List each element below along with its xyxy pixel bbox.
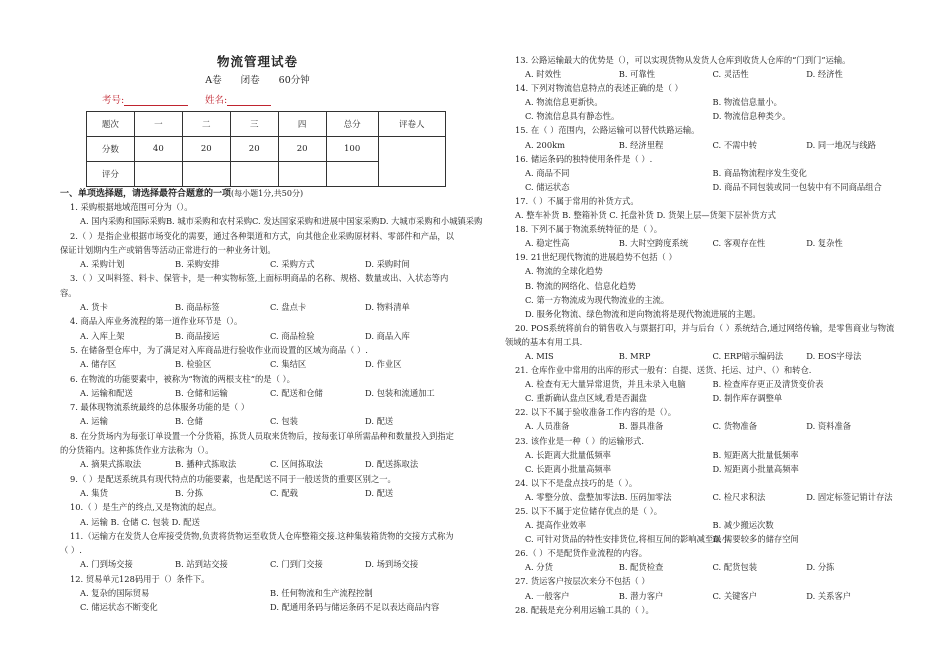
- answer-options: [60, 414, 460, 428]
- answer-option: C. 包装: [270, 416, 298, 427]
- answer-option: A. 复杂的国际贸易: [80, 588, 150, 599]
- question-text: 22. 以下不属于验收准备工作内容的是（）。: [515, 407, 677, 418]
- answer-option: A. 分货: [525, 562, 553, 573]
- name-label: 姓名:: [205, 92, 271, 106]
- question-text: 28. 配载是充分利用运输工具的（ ）。: [515, 604, 654, 615]
- answer-option: B. 站到站交接: [175, 559, 228, 570]
- table-cell: 题次: [87, 112, 135, 137]
- answer-option: C. 门到门交接: [270, 559, 323, 570]
- answer-option: B. 分拣: [175, 487, 203, 498]
- answer-option: A. 门到场交接: [80, 559, 133, 570]
- answer-options: [505, 462, 900, 476]
- answer-option: B. MRP: [618, 350, 651, 361]
- question-text: 24. 以下不是盘点技巧的是（ ）。: [515, 477, 638, 488]
- answer-options: [60, 600, 460, 614]
- answer-option: D. 包装和流通加工: [365, 387, 435, 398]
- question-text: 13. 公路运输最大的优势是（），可以实现货物从发货人仓库到收货人仓库的“门到门”运输。: [515, 55, 851, 65]
- answer-option: D. 同一地况与线路: [806, 139, 876, 150]
- answer-option: D. 需要较多的储存空间: [712, 534, 799, 545]
- answer-option: C. 商品检验: [270, 330, 315, 341]
- exam-duration: 60分钟: [278, 75, 310, 86]
- answer-option: A. 零整分放、盘整加零法: [525, 491, 620, 502]
- table-cell: 评分: [87, 162, 135, 187]
- answer-option: B. 物流的网络化、信息化趋势: [525, 280, 636, 291]
- answer-options: [505, 560, 900, 574]
- question-text: 15. 在（ ）范围内，公路运输可以替代铁路运输。: [515, 125, 700, 136]
- answer-option: C. 区间拣取法: [270, 459, 323, 470]
- answer-option: D. 经济性: [806, 69, 843, 80]
- answer-options: [60, 329, 460, 343]
- answer-option: D. 商品不同包装或同一包装中有不同商品组合: [712, 181, 882, 192]
- score-table-header-row: [87, 112, 446, 137]
- answer-option: A. 物流的全球化趋势: [525, 266, 603, 277]
- question-text: 7. 最体现物流系统最终的总体服务功能的是（ ）: [70, 402, 250, 413]
- answer-options: [60, 357, 460, 371]
- table-cell: 总分: [326, 112, 378, 137]
- question-text: 16. 储运条码的独特使用条件是（ ）.: [515, 153, 653, 164]
- exam-mode: 闭卷: [240, 75, 260, 86]
- answer-option: D. 大城市采购和小城镇采购: [379, 216, 483, 227]
- answer-option: B. 仓储: [175, 416, 203, 427]
- question-text: 21. 仓库作业中常用的出库的形式一般有：自提、送货、托运、过户、（）和转仓.: [515, 365, 812, 376]
- answer-options: [505, 166, 900, 180]
- answer-option: D. 固定标签记销计存法: [806, 491, 893, 502]
- answer-option: B. 采购安排: [175, 259, 220, 270]
- exam-number-label: 考号:: [102, 92, 188, 106]
- answer-option: B. 城市采购和农村采购: [165, 216, 252, 227]
- answer-options: [60, 386, 460, 400]
- answer-option: D. 配送: [365, 416, 394, 427]
- answer-option: C. 储运状态不断变化: [80, 602, 158, 613]
- question-text: 12. 贸易单元128码用于（）条件下。: [70, 573, 210, 584]
- answer-option: D. 短距离小批量高频率: [712, 463, 799, 474]
- answer-option: B. 经济里程: [618, 139, 664, 150]
- question-text: A. 整车补货 B. 整箱补货 C. 托盘补货 D. 货架上层—货架下层补货方式: [515, 210, 776, 221]
- answer-option: B. 商品标签: [175, 302, 220, 313]
- answer-option: A. 人员准备: [525, 421, 570, 432]
- table-cell: 100: [326, 137, 378, 162]
- answer-options: [505, 419, 900, 433]
- question-text: 17.（ ）不属于常用的补货方式。: [515, 195, 639, 206]
- question-text: 1. 采购根据地域范围可分为（）。: [70, 202, 193, 212]
- answer-option: A. 运输和配送: [80, 387, 133, 398]
- answer-option: A. 货卡: [80, 302, 108, 313]
- answer-options: [505, 448, 900, 462]
- answer-option: B. 检验区: [175, 359, 212, 370]
- answer-option: A. 商品不同: [525, 167, 570, 178]
- answer-option: A. 物流信息更新快。: [525, 97, 603, 108]
- answer-option: B. 播种式拣取法: [175, 459, 237, 470]
- answer-options: [60, 214, 483, 228]
- answer-options: [505, 67, 900, 81]
- answer-options: [60, 457, 460, 471]
- question-text: 3.（ ）又叫料签、料卡、保管卡，是一种实物标签,上面标明商品的名称、规格、数量或出、入状态等内容。: [60, 273, 449, 298]
- answer-option: D. 物料清单: [365, 302, 410, 313]
- answer-option: C. 长距离小批量高频率: [525, 463, 611, 474]
- answer-option: C. 检尺求积法: [712, 491, 766, 502]
- score-table-points-row: [87, 137, 446, 162]
- answer-options: [505, 264, 900, 278]
- question-text: 20. POS系统将前台的销售收入与票据打印，并与后台（ ）系统结合,通过网络传输，是零售商业与物流领域的基本有用工具.: [505, 322, 895, 347]
- table-cell: 三: [230, 112, 278, 137]
- answer-option: B. 配货检查: [618, 562, 664, 573]
- answer-option: C. 关键客户: [712, 590, 758, 601]
- answer-option: D. EOS字母法: [806, 350, 862, 361]
- table-cell: 20: [230, 137, 278, 162]
- answer-option: C. 盘点卡: [270, 302, 307, 313]
- answer-option: D. 商品入库: [365, 330, 410, 341]
- answer-option: C. 客观存在性: [712, 238, 766, 249]
- answer-option: C. 集结区: [270, 359, 307, 370]
- answer-option: A. 稳定性高: [525, 238, 570, 249]
- answer-options: [505, 138, 900, 152]
- answer-options: [505, 490, 900, 504]
- answer-option: A. 采购计划: [80, 259, 125, 270]
- answer-options: [60, 586, 460, 600]
- answer-option: B. 商品物流程序发生变化: [712, 167, 807, 178]
- question-text: 2.（ ）是指企业根据市场变化的需要，通过各种渠道和方式，向其他企业采购原材料、零部件和产品，以保证计划期内生产或销售等活动正常进行的一种业务计划。: [60, 230, 454, 255]
- answer-option: D. 复杂性: [806, 238, 843, 249]
- table-cell: 二: [182, 112, 230, 137]
- answer-options: [505, 307, 900, 321]
- questions-right-column: [505, 53, 900, 617]
- answer-options: [505, 95, 900, 109]
- answer-option: C. 配货包装: [712, 562, 758, 573]
- answer-option: A. 一般客户: [525, 590, 570, 601]
- questions-left-column: [60, 200, 483, 615]
- answer-option: A. 长距离大批量低频率: [525, 449, 611, 460]
- question-text: 9.（ ）是配送系统具有现代特点的功能要素，也是配送不同于一般送货的重要区别之一。: [70, 473, 396, 484]
- answer-option: C. 配送和仓储: [270, 387, 323, 398]
- answer-option: D. 物流信息种类少。: [712, 111, 791, 122]
- answer-option: D. 资料准备: [806, 421, 852, 432]
- answer-option: A. 检查有无大量异常退货，并且未录入电脑: [525, 379, 686, 390]
- answer-option: C. 第一方物流成为现代物流业的主流。: [525, 294, 670, 305]
- answer-option: D. 关系客户: [806, 590, 852, 601]
- table-cell: 20: [278, 137, 326, 162]
- answer-option: B. 商品接运: [175, 330, 220, 341]
- table-cell: 一: [134, 112, 182, 137]
- answer-options: [60, 557, 460, 571]
- answer-options: [60, 300, 460, 314]
- question-text: 25. 以下不属于定位储存优点的是（ ）。: [515, 506, 663, 516]
- answer-options: [505, 532, 900, 546]
- score-table: [86, 111, 446, 187]
- table-cell: 分数: [87, 137, 135, 162]
- answer-option: A. 储存区: [80, 359, 117, 370]
- answer-option: D. 采购时间: [365, 259, 410, 270]
- section-heading: 一、单项选择题，请选择最符合题意的一项(每小题1分,共50分): [60, 189, 304, 199]
- answer-option: C. 采购方式: [270, 259, 315, 270]
- answer-option: B. 检查库存更正及清货变价表: [712, 379, 824, 390]
- answer-option: A. 时效性: [525, 69, 562, 80]
- answer-option: D. 配送: [365, 487, 394, 498]
- answer-option: D. 配送拣取法: [365, 459, 419, 470]
- answer-options: [505, 391, 900, 405]
- answer-option: C. 可针对货品的特性安排货位,将相互间的影响减至最小: [525, 534, 730, 545]
- question-text: 14. 下列对物流信息特点的表述正确的是（ ）: [515, 83, 683, 94]
- question-text: 11.（运输方在发货人仓库接受货物,负责将货物运至收货人仓库整箱交接.这种集装箱货物的交接方式称为（ ）.: [60, 530, 454, 556]
- answer-option: C. 货物准备: [712, 421, 758, 432]
- exam-subtitle: [60, 72, 455, 86]
- answer-option: A. 提高作业效率: [525, 520, 587, 531]
- answer-options: [505, 589, 900, 603]
- answer-options: [505, 377, 900, 391]
- question-text: 10.（ ）是生产的终点,又是物流的起点。: [70, 502, 222, 513]
- answer-option: C. 发达国家采购和进展中国家采购: [252, 216, 380, 227]
- question-text: 8. 在分货场内为每张订单设置一个分货箱，拣货人员取来货物后，按每张订单所需品种和数量投入到指定的分货箱内。这种拣货作业方法称为（）。: [60, 430, 454, 456]
- answer-option: C. 不需中转: [712, 139, 758, 150]
- table-cell: 四: [278, 112, 326, 137]
- table-cell: 评卷人: [378, 112, 445, 137]
- answer-option: D. 分拣: [806, 562, 835, 573]
- question-text: 26.（ ）不是配货作业流程的内容。: [515, 548, 647, 559]
- answer-option: B. 压码加零法: [618, 491, 672, 502]
- answer-option: B. 潜力客户: [618, 590, 664, 601]
- answer-option: B. 减少搬运次数: [712, 520, 774, 531]
- answer-option: B. 仓储和运输: [175, 387, 228, 398]
- question-text: 4. 商品入库业务流程的第一道作业环节是（）。: [70, 316, 243, 327]
- answer-options: [60, 515, 460, 529]
- answer-option: B. 短距离大批量低频率: [712, 449, 799, 460]
- answer-options: [505, 109, 900, 123]
- answer-option: B. 可靠性: [618, 69, 656, 80]
- question-text: 5. 在储备型仓库中，为了满足对入库商品进行验收作业而设置的区域为商品（ ）.: [70, 344, 368, 355]
- answer-option: A. 摘果式拣取法: [80, 459, 142, 470]
- answer-option: C. ERP暗示编码法: [712, 350, 784, 361]
- answer-option: C. 储运状态: [525, 181, 570, 192]
- answer-option: A. 集货: [80, 487, 108, 498]
- answer-option: B. 器具准备: [618, 421, 664, 432]
- question-text: 18. 下列不属于物流系统特征的是（ ）。: [515, 224, 663, 235]
- grader-cell: [378, 137, 445, 187]
- answer-options: [60, 486, 460, 500]
- table-cell: 20: [182, 137, 230, 162]
- question-text: 19. 21世纪现代物流的进展趋势不包括（ ）: [515, 252, 677, 263]
- question-text: 6. 在物流的功能要素中，被称为“物流的两根支柱”的是（ ）。: [70, 373, 295, 384]
- answer-options: [60, 257, 460, 271]
- answer-option: B. 任何物流和生产流程控制: [270, 588, 373, 599]
- answer-options: [505, 293, 900, 307]
- question-text: 23. 该作业是一种（ ）的运输形式.: [515, 435, 644, 446]
- answer-option: C. 物流信息具有静态性。: [525, 111, 620, 122]
- answer-option: A. 200km: [525, 139, 565, 150]
- answer-option: B. 大时空跨度系统: [618, 238, 689, 249]
- answer-option: C. 灵活性: [712, 69, 749, 80]
- answer-options: [505, 236, 900, 250]
- answer-option: D. 配通用条码与储运条码不足以表达商品内容: [270, 602, 440, 613]
- answer-option: D. 场到场交接: [365, 559, 419, 570]
- page-title: 物流管理试卷: [216, 54, 298, 69]
- answer-option: A. MIS: [525, 350, 554, 361]
- answer-options: [505, 518, 900, 532]
- answer-options: [505, 180, 900, 194]
- answer-options: [505, 349, 900, 363]
- answer-option: C. 重新确认盘点区域,看是否漏盘: [525, 393, 647, 404]
- answer-option: D. 制作库存调整单: [712, 393, 783, 404]
- answer-option: A. 国内采购和国际采购: [80, 216, 166, 227]
- answer-option: A. 运输: [80, 416, 108, 427]
- question-text: 27. 货运客户按层次来分不包括（ ）: [515, 576, 650, 587]
- paper-type: A卷: [205, 75, 222, 86]
- answer-option: C. 配载: [270, 487, 298, 498]
- answer-option: D. 服务化物流、绿色物流和逆向物流将是现代物流进展的主题。: [525, 308, 761, 319]
- answer-option: B. 物流信息量小。: [712, 97, 782, 108]
- answer-option: A. 入库上架: [80, 330, 125, 341]
- answer-options: [505, 279, 900, 293]
- answer-option: A. 运输 B. 仓储 C. 包装 D. 配送: [80, 516, 200, 527]
- answer-option: D. 作业区: [365, 359, 402, 370]
- table-cell: 40: [134, 137, 182, 162]
